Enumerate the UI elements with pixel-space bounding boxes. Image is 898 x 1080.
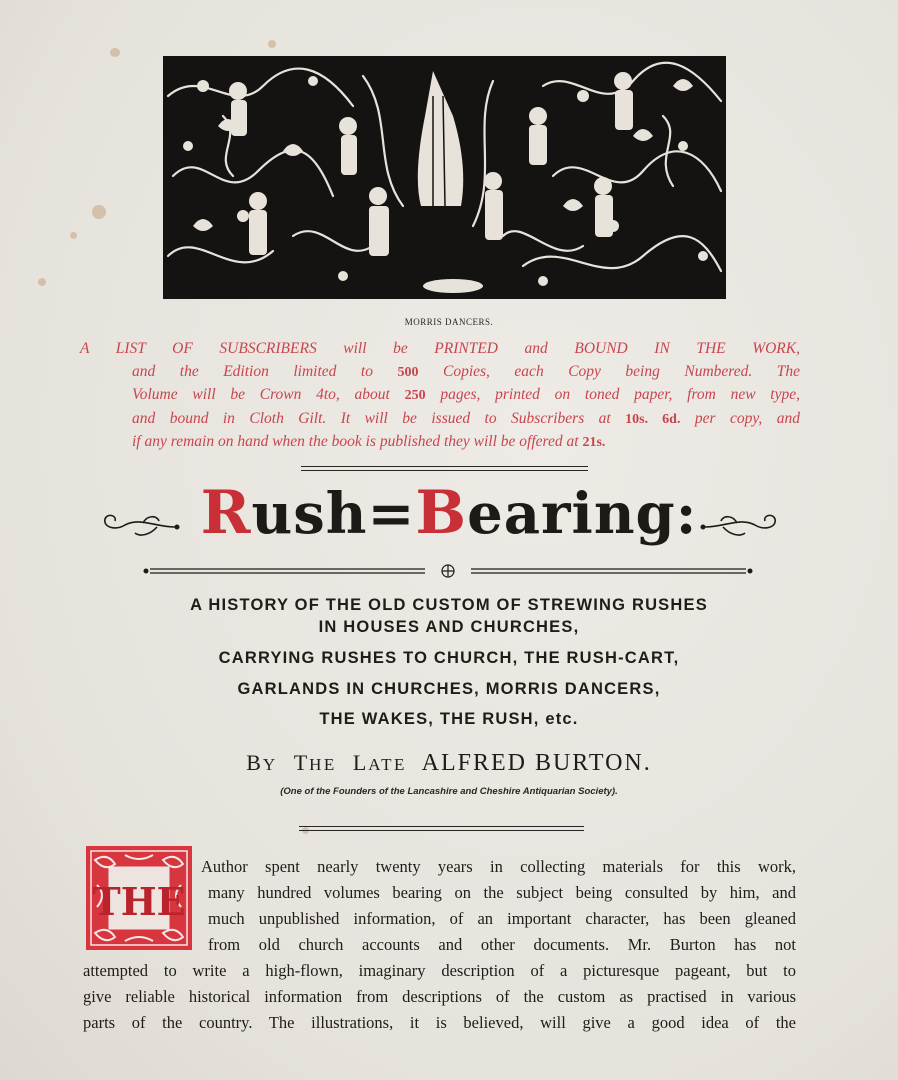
body-paragraph xyxy=(83,854,796,1036)
title-initial-r: R xyxy=(200,478,252,548)
subscription-line: and the Edition limited to 500 Copies, each Copy being Numbered. The xyxy=(132,362,801,380)
title-initial-b: B xyxy=(415,478,468,548)
body-line: give reliable historical information from descriptions of the custom as practised in various xyxy=(83,987,796,1006)
subscription-notice xyxy=(80,338,800,455)
foxing-stain xyxy=(70,232,77,239)
subtitle-line: GARLANDS IN CHURCHES, MORRIS DANCERS, xyxy=(237,680,661,698)
subscription-line: A LIST OF SUBSCRIBERS will be PRINTED and BOUND IN THE WORK, xyxy=(80,340,800,357)
subtitle-line: IN HOUSES AND CHURCHES, xyxy=(318,618,580,636)
morris-dancers-woodcut xyxy=(163,56,726,299)
subscription-line: Volume will be Crown 4to, about 250 pages, printed on toned paper, from new type, xyxy=(132,386,800,403)
subtitle-line: A HISTORY OF THE OLD CUSTOM OF STREWING RUSHES xyxy=(190,596,708,614)
foxing-stain xyxy=(92,205,106,219)
author-byline: BY THE LATE ALFRED BURTON. xyxy=(246,750,652,776)
subscriber-price: 10s. 6d. xyxy=(625,411,681,427)
foxing-stain xyxy=(268,40,276,48)
page-count: 250 xyxy=(404,388,426,403)
body-line: from old church accounts and other documents. Mr. Burton has not xyxy=(208,935,796,954)
body-line: parts of the country. The illustrations, it is believed, will give a good idea of the xyxy=(83,1013,796,1032)
drop-cap-letters: THE xyxy=(92,879,186,924)
foxing-stain xyxy=(38,278,46,286)
copies-count: 500 xyxy=(397,364,419,380)
subtitle-line: THE WAKES, THE RUSH, etc. xyxy=(319,710,579,728)
author-affiliation: (One of the Founders of the Lancashire and Cheshire Antiquarian Society). xyxy=(280,786,618,797)
woodcut-caption: MORRIS DANCERS. xyxy=(404,317,494,327)
body-line: Author spent nearly twenty years in collecting materials for this work, xyxy=(201,857,796,876)
body-line: much unpublished information, of an important character, has been gleaned xyxy=(208,909,796,928)
title-ornament-rule xyxy=(140,563,756,579)
book-title: Rush=Bearing: xyxy=(200,478,698,548)
foxing-stain xyxy=(110,48,120,57)
divider-rule xyxy=(301,466,588,471)
subscription-line: and bound in Cloth Gilt. It will be issued to Subscribers at 10s. 6d. per copy, and xyxy=(132,409,800,427)
body-line: many hundred volumes bearing on the subject being consulted by him, and xyxy=(208,883,796,902)
subtitle-line: CARRYING RUSHES TO CHURCH, THE RUSH-CART, xyxy=(218,649,680,667)
divider-rule xyxy=(299,826,584,831)
author-name: ALFRED BURTON. xyxy=(421,750,652,776)
published-price: 21s. xyxy=(582,435,606,450)
body-line: attempted to write a high-flown, imaginary description of a picturesque pageant, but to xyxy=(83,961,796,980)
subscription-line: if any remain on hand when the book is published they will be offered at 21s. xyxy=(132,433,606,450)
